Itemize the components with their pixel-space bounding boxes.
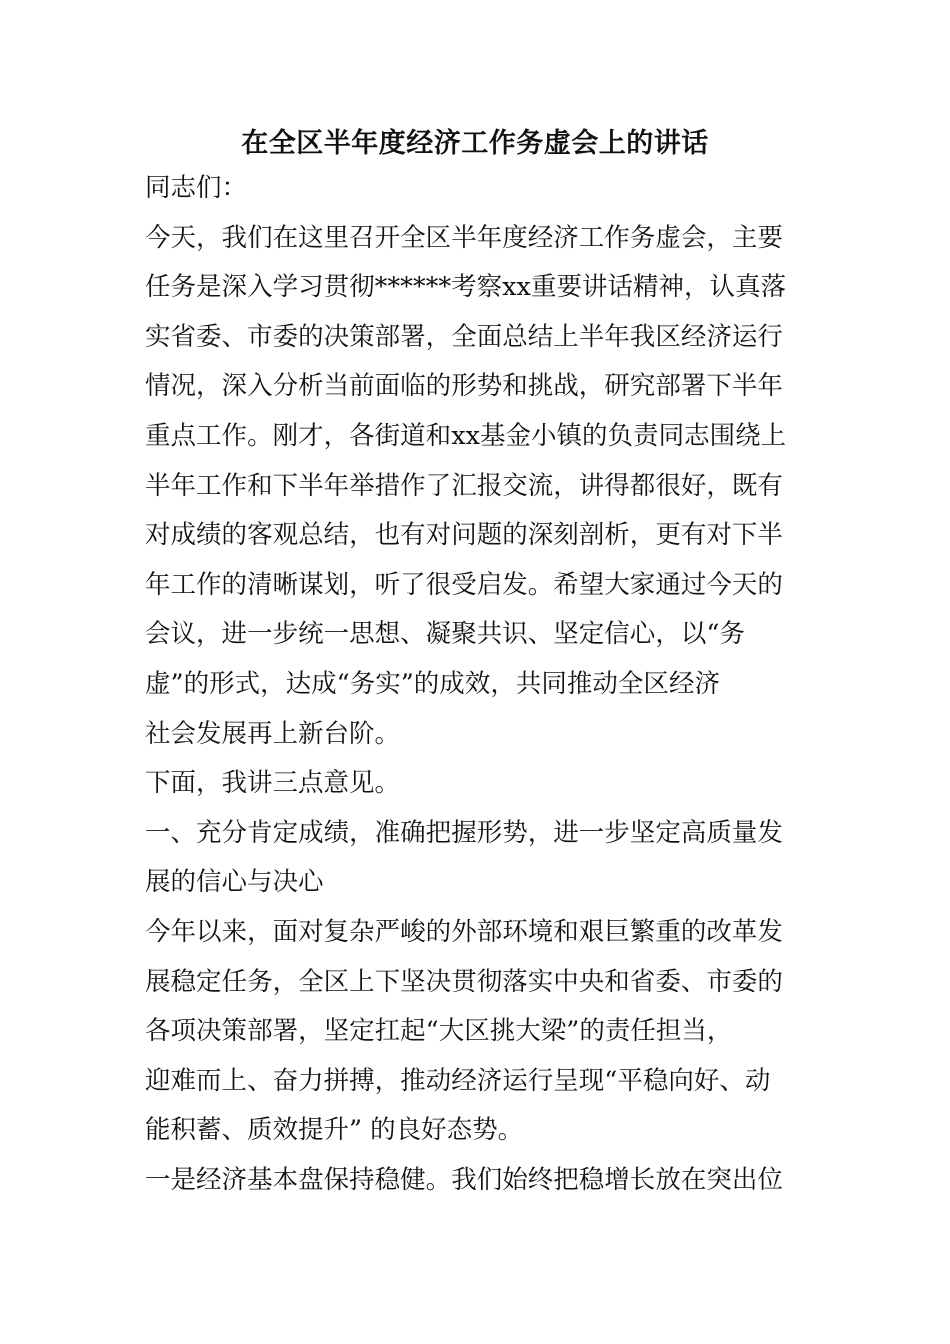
text-line: 社会发展再上新台阶。 [145, 718, 401, 749]
text-line: 对成绩的客观总结，也有对问题的深刻剖析，更有对下半 [145, 520, 783, 551]
text-line: 今天，我们在这里召开全区半年度经济工作务虚会，主要 [145, 222, 783, 253]
text-line: 能积蓄、质效提升” 的良好态势。 [145, 1115, 524, 1146]
document-title: 在全区半年度经济工作务虚会上的讲话 [241, 128, 709, 159]
document-body [145, 164, 810, 1205]
text-line: 半年工作和下半年举措作了汇报交流，讲得都很好，既有 [145, 470, 783, 501]
text-line: 一是经济基本盘保持稳健。我们始终把稳增长放在突出位 [145, 1164, 783, 1195]
text-line: 展稳定任务，全区上下坚决贯彻落实中央和省委、市委的 [145, 966, 783, 997]
text-line: 虚”的形式，达成“务实”的成效，共同推动全区经济 [145, 668, 720, 699]
text-line: 实省委、市委的决策部署，全面总结上半年我区经济运行 [145, 321, 783, 352]
text-line: 情况，深入分析当前面临的形势和挑战，研究部署下半年 [145, 371, 783, 402]
text-line: 各项决策部署，坚定扛起“大区挑大梁”的责任担当， [145, 1016, 733, 1047]
text-line: 展的信心与决心 [145, 867, 324, 898]
text-line: 下面，我讲三点意见。 [145, 768, 401, 799]
text-line: 会议，进一步统一思想、凝聚共识、坚定信心，以“务 [145, 619, 745, 650]
text-line: 年工作的清晰谋划，听了很受启发。希望大家通过今天的 [145, 569, 783, 600]
text-line: 重点工作。刚才，各街道和xx基金小镇的负责同志围绕上 [145, 420, 787, 451]
text-line: 今年以来，面对复杂严峻的外部环境和艰巨繁重的改革发 [145, 916, 783, 947]
text-line: 一、充分肯定成绩，准确把握形势，进一步坚定高质量发 [145, 817, 783, 848]
text-line: 同志们： [145, 173, 248, 203]
text-line: 迎难而上、奋力拼搏，推动经济运行呈现“平稳向好、动 [145, 1065, 771, 1096]
text-line: 任务是深入学习贯彻******考察xx重要讲话精神，认真落 [145, 272, 787, 303]
